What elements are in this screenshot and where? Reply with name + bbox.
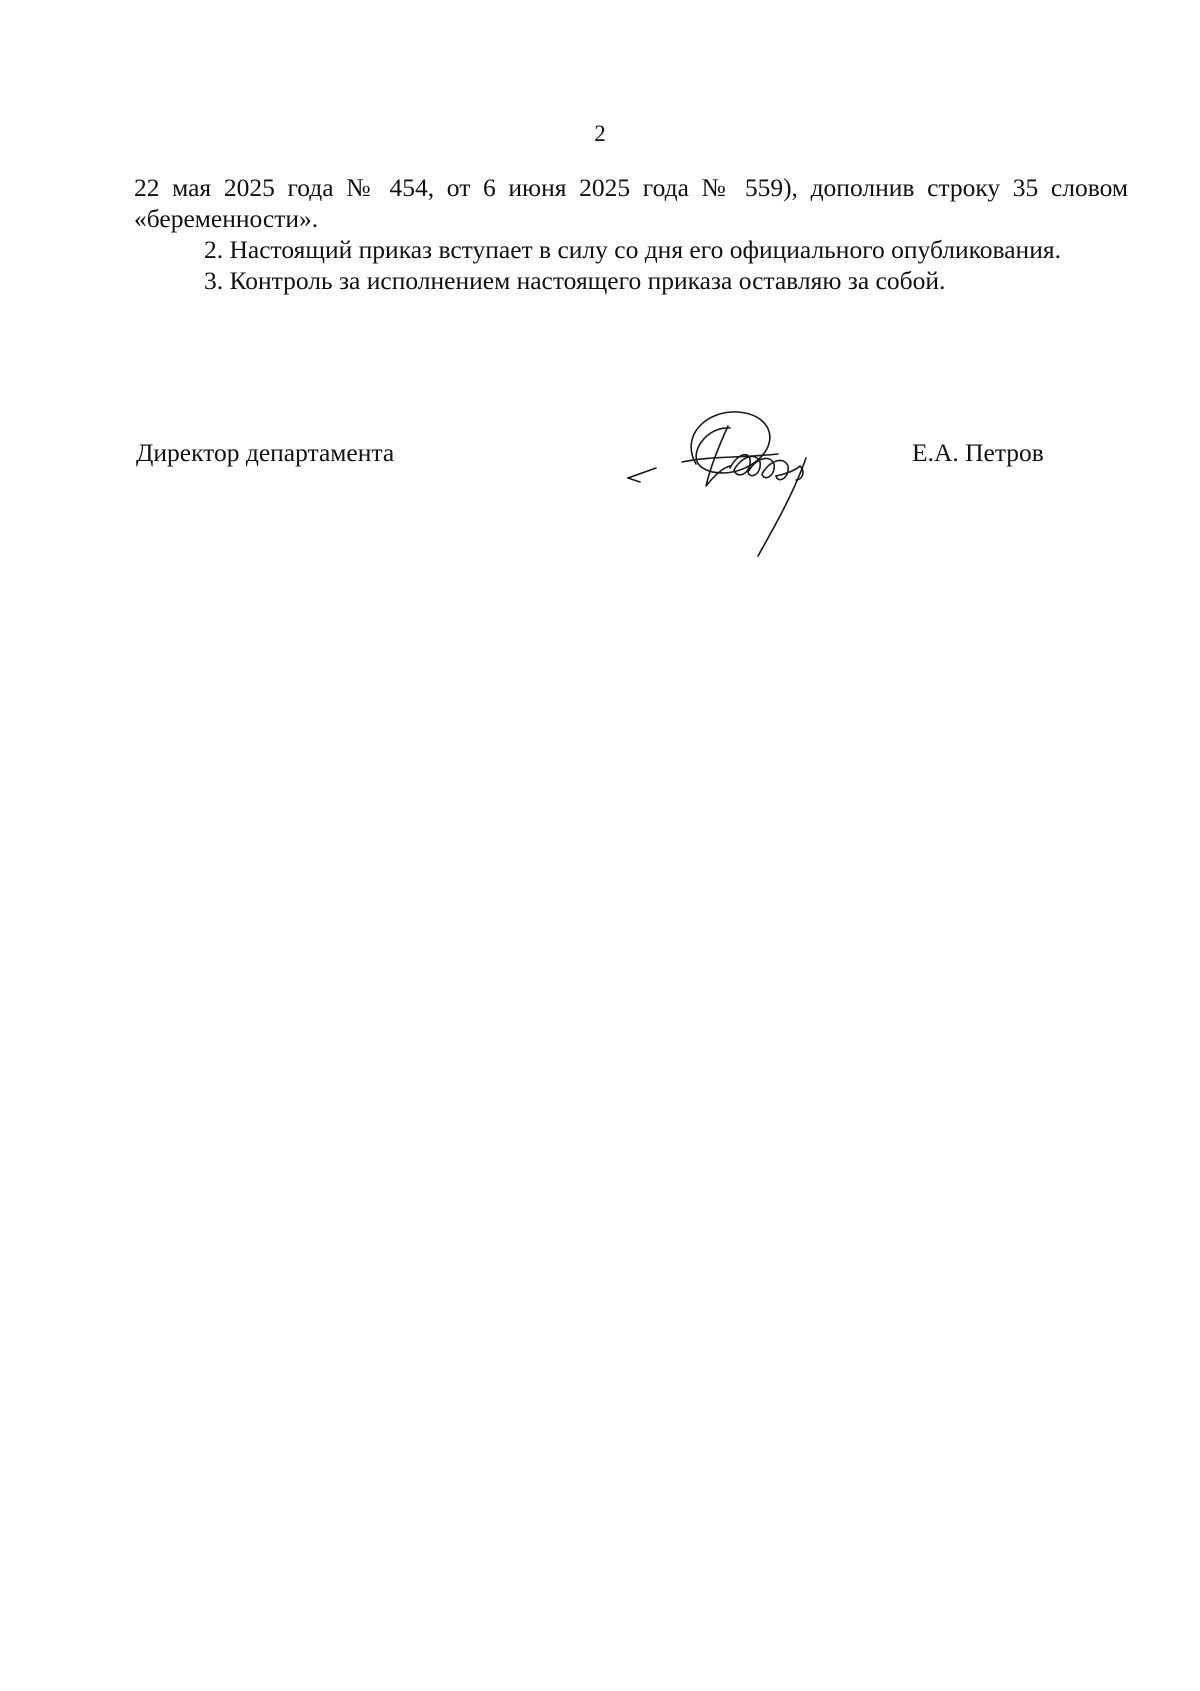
- paragraph-item-2: 2. Настоящий приказ вступает в силу со дня его официального опубликования.: [204, 235, 1061, 264]
- paragraph-continuation: 22 мая 2025 года № 454, от 6 июня 2025 года № 559), дополнив строку 35 словом «беременности».: [134, 173, 1128, 233]
- signatory-position: Директор департамента: [136, 438, 395, 467]
- signatory-name: Е.А. Петров: [912, 438, 1044, 467]
- page-number: 2: [594, 121, 606, 146]
- paragraph-item-3: 3. Контроль за исполнением настоящего приказа оставляю за собой.: [204, 266, 946, 295]
- handwritten-signature-icon: [610, 396, 870, 566]
- signature-block: [0, 437, 1200, 577]
- document-body: [134, 172, 1128, 296]
